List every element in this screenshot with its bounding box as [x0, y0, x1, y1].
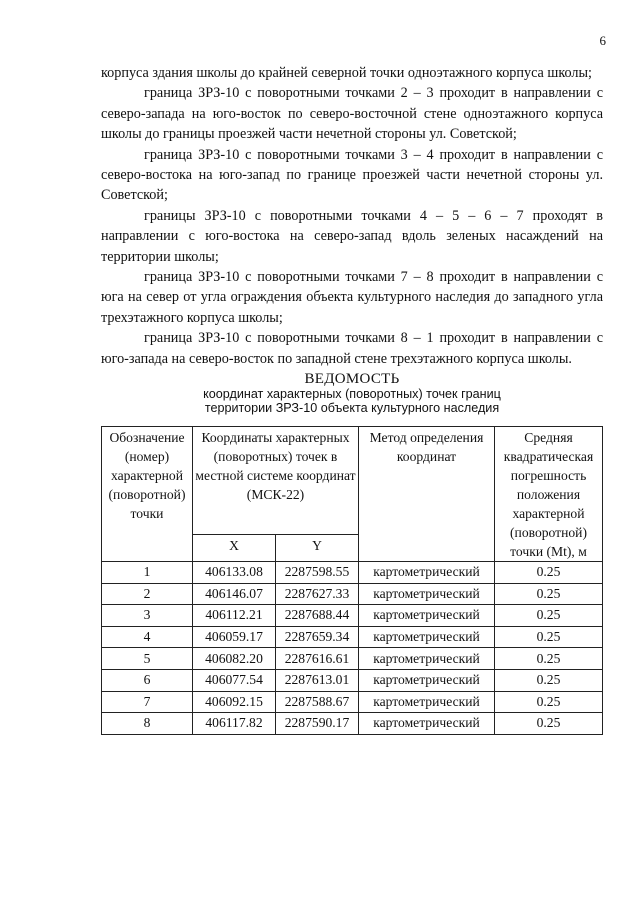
- cell-error: 0.25: [495, 626, 603, 648]
- cell-y: 2287588.67: [276, 691, 359, 713]
- cell-x: 406082.20: [193, 648, 276, 670]
- cell-y: 2287627.33: [276, 583, 359, 605]
- cell-number: 1: [102, 562, 193, 584]
- header-y: Y: [276, 535, 359, 562]
- table-row: [102, 562, 603, 584]
- cell-method: картометрический: [359, 583, 495, 605]
- cell-number: 3: [102, 605, 193, 627]
- paragraph-boundary-7-8: граница ЗРЗ-10 с поворотными точками 7 – 8 проходит в направлении с юга на север от угла ограждения объекта культурного наследия до западного угла трехэтажного корпуса школы;: [101, 269, 603, 326]
- cell-y: 2287659.34: [276, 626, 359, 648]
- body-text: [101, 63, 603, 369]
- table-row: [102, 626, 603, 648]
- statement-title: ВЕДОМОСТЬ: [304, 371, 400, 387]
- cell-x: 406117.82: [193, 713, 276, 735]
- cell-x: 406059.17: [193, 626, 276, 648]
- header-coordinates: Координаты характерных (поворотных) точек в местной системе координат (МСК-22): [193, 427, 359, 535]
- cell-x: 406133.08: [193, 562, 276, 584]
- cell-x: 406077.54: [193, 669, 276, 691]
- cell-y: 2287598.55: [276, 562, 359, 584]
- cell-method: картометрический: [359, 626, 495, 648]
- cell-error: 0.25: [495, 583, 603, 605]
- header-error: Средняя квадратическая погрешность положения характерной (поворотной) точки (Mt), м: [495, 427, 603, 562]
- paragraph-boundary-8-1: граница ЗРЗ-10 с поворотными точками 8 – 1 проходит в направлении с юго-запада на северо-восток по западной стене трехэтажного корпуса школы.: [101, 330, 603, 367]
- paragraph-continuation: корпуса здания школы до крайней северной точки одноэтажного корпуса школы;: [101, 65, 592, 81]
- cell-error: 0.25: [495, 713, 603, 735]
- cell-number: 2: [102, 583, 193, 605]
- header-method: Метод определения координат: [359, 427, 495, 562]
- header-x: X: [193, 535, 276, 562]
- statement-heading: [101, 372, 603, 415]
- paragraph-boundary-4-7: границы ЗРЗ-10 с поворотными точками 4 – 5 – 6 – 7 проходят в направлении с юго-востока на северо-запад вдоль зеленых насаждений на территории школы;: [101, 207, 603, 265]
- table-row: [102, 691, 603, 713]
- table-row: [102, 648, 603, 670]
- cell-number: 8: [102, 713, 193, 735]
- paragraph-boundary-2-3: граница ЗРЗ-10 с поворотными точками 2 – 3 проходит в направлении с северо-запада на юго-восток по северо-восточной стене одноэтажного корпуса школы до границы проезжей части нечетной стороны ул. Советской;: [101, 85, 603, 143]
- cell-number: 5: [102, 648, 193, 670]
- cell-error: 0.25: [495, 605, 603, 627]
- cell-method: картометрический: [359, 713, 495, 735]
- cell-method: картометрический: [359, 605, 495, 627]
- header-mark: Обозначение (номер) характерной (поворотной) точки: [102, 427, 193, 562]
- table-row: [102, 605, 603, 627]
- cell-y: 2287616.61: [276, 648, 359, 670]
- cell-number: 6: [102, 669, 193, 691]
- coordinates-table: [101, 426, 603, 735]
- cell-method: картометрический: [359, 562, 495, 584]
- cell-x: 406092.15: [193, 691, 276, 713]
- cell-error: 0.25: [495, 562, 603, 584]
- cell-x: 406146.07: [193, 583, 276, 605]
- cell-method: картометрический: [359, 669, 495, 691]
- table-header-row: [102, 427, 603, 535]
- cell-method: картометрический: [359, 691, 495, 713]
- cell-y: 2287688.44: [276, 605, 359, 627]
- cell-error: 0.25: [495, 648, 603, 670]
- page-number: 6: [599, 33, 606, 48]
- cell-y: 2287590.17: [276, 713, 359, 735]
- cell-error: 0.25: [495, 691, 603, 713]
- statement-subtitle-line2: территории ЗРЗ-10 объекта культурного наследия: [204, 401, 500, 415]
- cell-x: 406112.21: [193, 605, 276, 627]
- table-row: [102, 583, 603, 605]
- cell-y: 2287613.01: [276, 669, 359, 691]
- cell-number: 7: [102, 691, 193, 713]
- cell-error: 0.25: [495, 669, 603, 691]
- table-row: [102, 713, 603, 735]
- cell-number: 4: [102, 626, 193, 648]
- table-row: [102, 669, 603, 691]
- cell-method: картометрический: [359, 648, 495, 670]
- paragraph-boundary-3-4: граница ЗРЗ-10 с поворотными точками 3 – 4 проходит в направлении с северо-востока на юго-запад по границе проезжей части нечетной стороны ул. Советской;: [101, 146, 603, 204]
- statement-subtitle-line1: координат характерных (поворотных) точек границ: [203, 387, 501, 401]
